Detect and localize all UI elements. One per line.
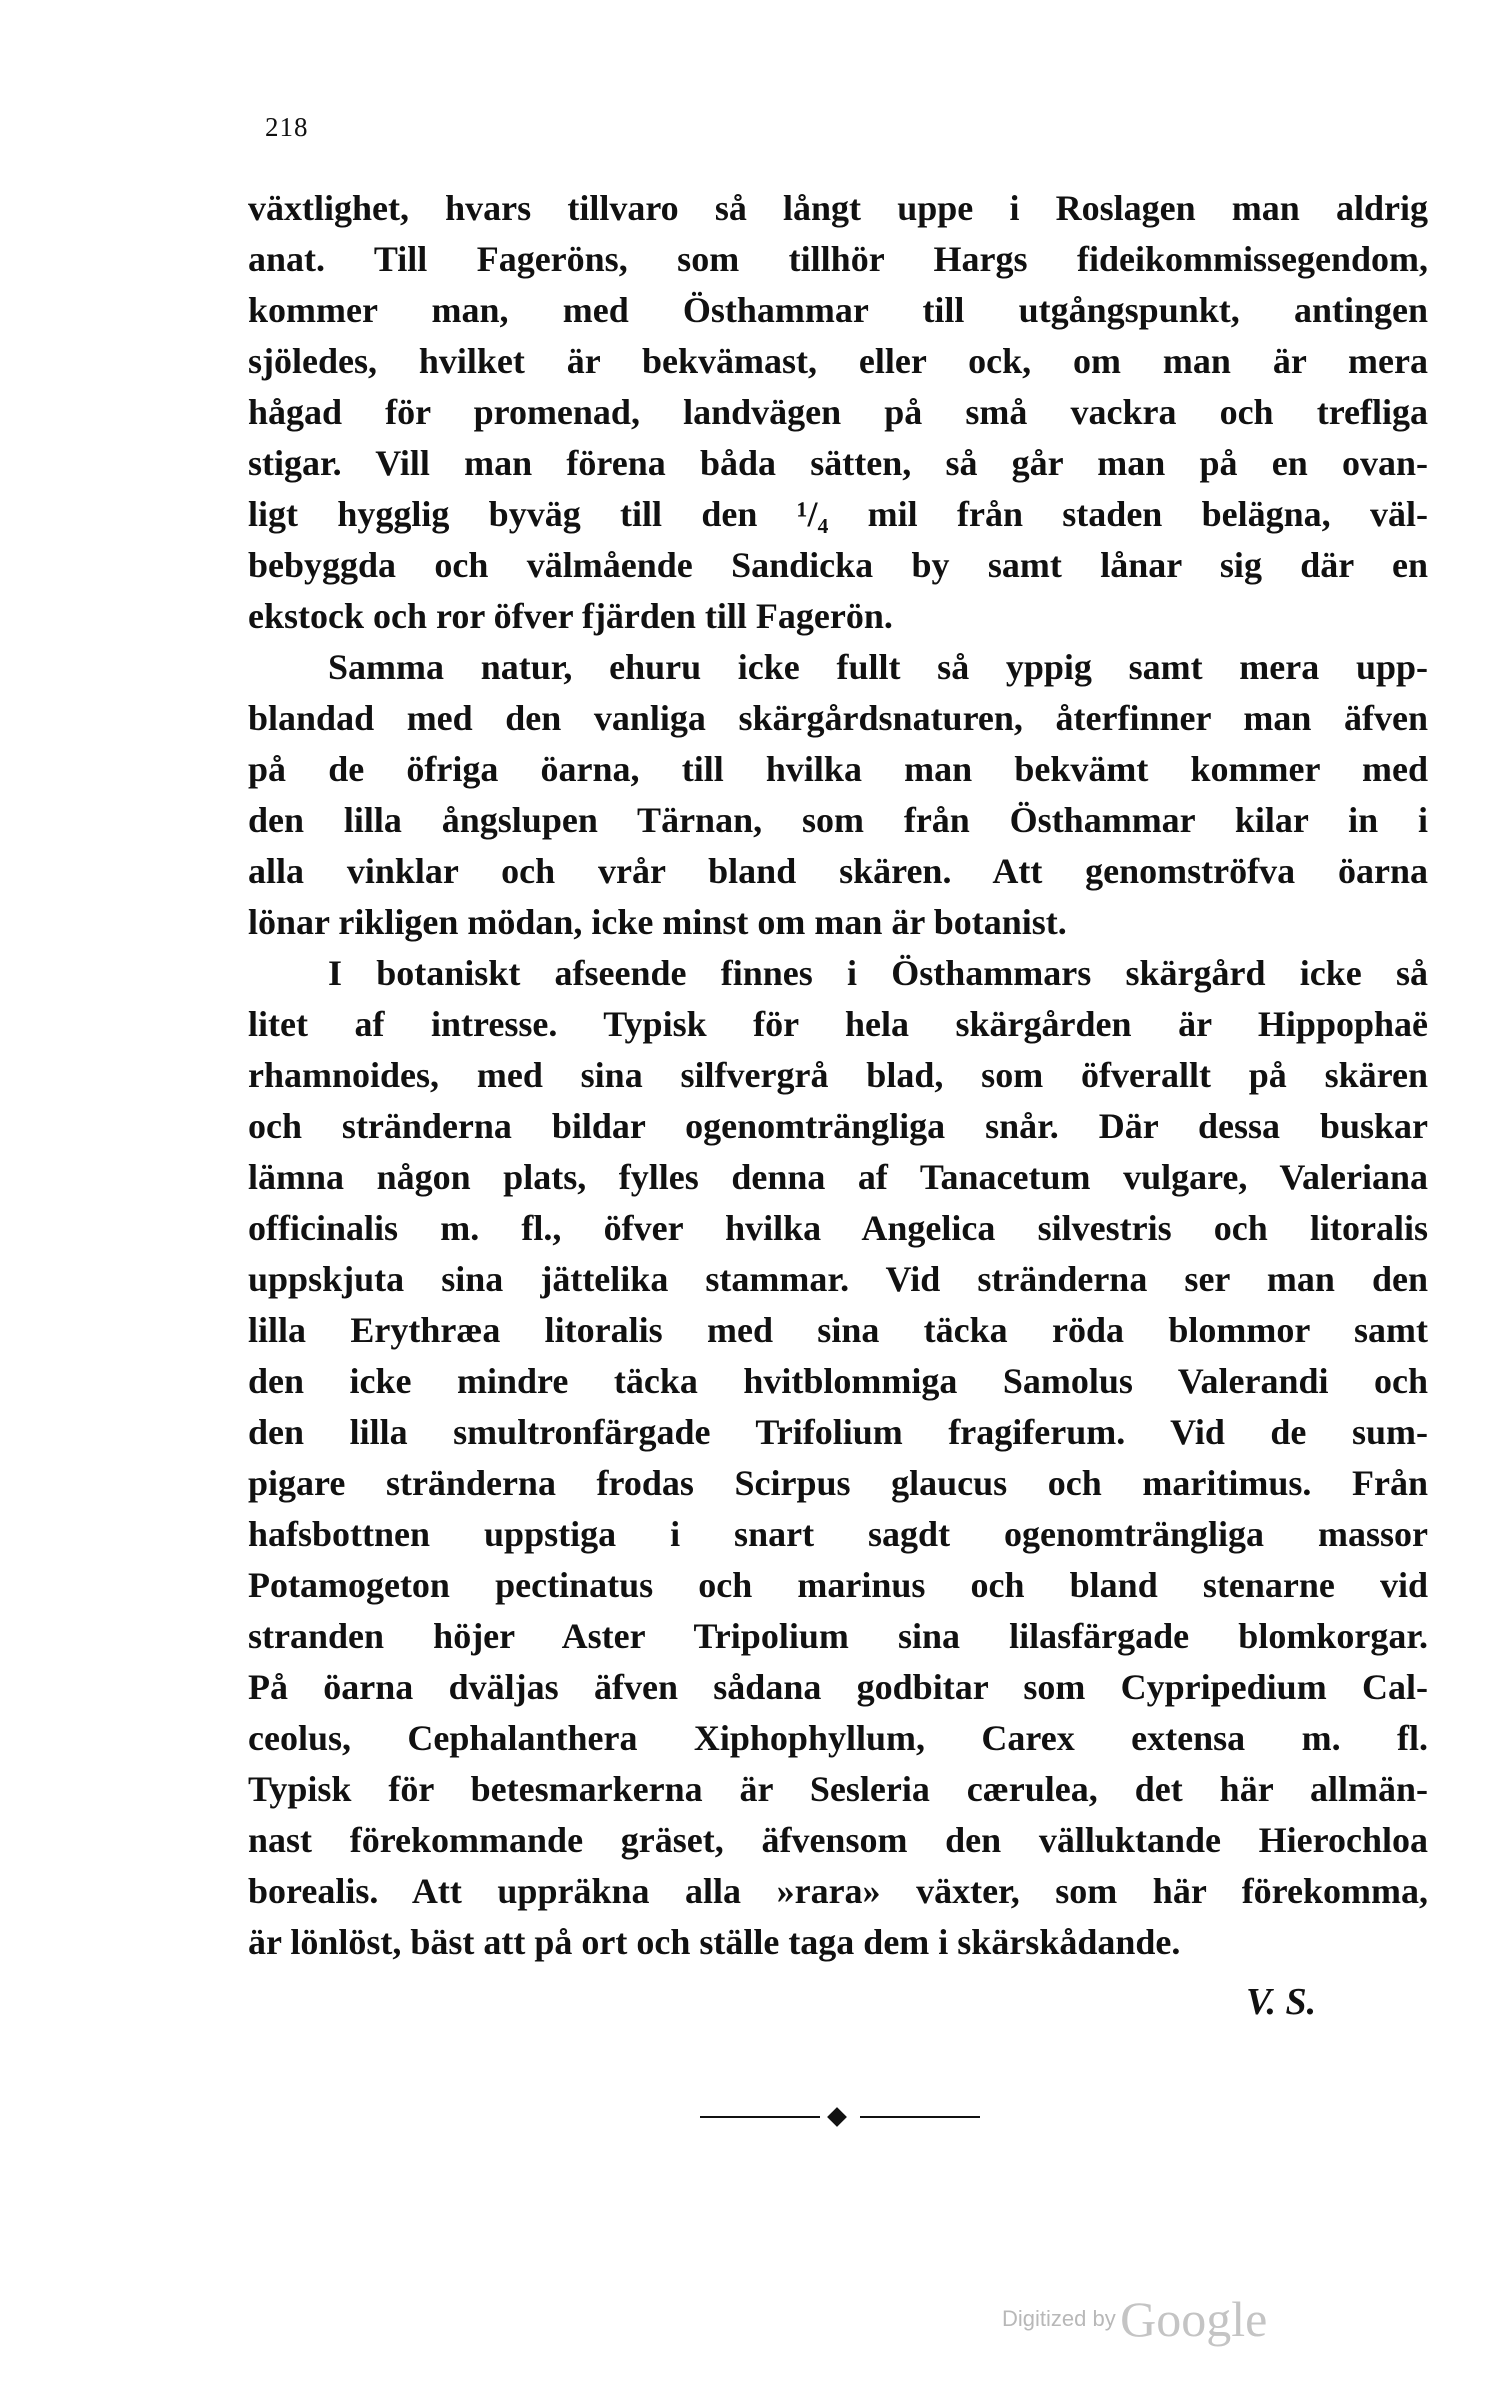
- text-line: På öarna dväljas äfven sådana godbitar som Cypripedium Cal-: [248, 1667, 1428, 1707]
- text-line: och stränderna bildar ogenomträngliga snår. Där dessa buskar: [248, 1106, 1428, 1146]
- page-number: 218: [265, 112, 309, 142]
- text-line: hågad för promenad, landvägen på små vackra och trefliga: [248, 392, 1428, 432]
- digitized-watermark: [1002, 2290, 1267, 2348]
- text-line: anat. Till Fageröns, som tillhör Hargs fideikommissegendom,: [248, 239, 1428, 279]
- text-line: Samma natur, ehuru icke fullt så yppig samt mera upp-: [328, 647, 1428, 687]
- watermark-prefix: Digitized by: [1002, 2306, 1116, 2331]
- text-line: blandad med den vanliga skärgårdsnaturen, återfinner man äfven: [248, 698, 1428, 738]
- text-line: rhamnoides, med sina silfvergrå blad, som öfverallt på skären: [248, 1055, 1428, 1095]
- text-line: lilla Erythræa litoralis med sina täcka röda blommor samt: [248, 1310, 1428, 1350]
- text-line: sjöledes, hvilket är bekvämast, eller ock, om man är mera: [248, 341, 1428, 381]
- divider-rule-left: [700, 2116, 820, 2118]
- text-line: växtlighet, hvars tillvaro så långt uppe i Roslagen man aldrig: [248, 188, 1428, 228]
- text-line: borealis. Att uppräkna alla »rara» växter, som här förekomma,: [248, 1871, 1428, 1911]
- divider-rule-right: [860, 2116, 980, 2118]
- body-text: [248, 183, 1428, 1968]
- text-line: bebyggda och välmående Sandicka by samt lånar sig där en: [248, 545, 1428, 585]
- text-line: Potamogeton pectinatus och marinus och bland stenarne vid: [248, 1565, 1428, 1605]
- text-line: stranden höjer Aster Tripolium sina lilasfärgade blomkorgar.: [248, 1616, 1428, 1656]
- signature: V. S.: [1246, 1981, 1317, 2023]
- text-line: lönar rikligen mödan, icke minst om man är botanist.: [248, 902, 1067, 942]
- text-line: kommer man, med Östhammar till utgångspunkt, antingen: [248, 290, 1428, 330]
- text-line: I botaniskt afseende finnes i Östhammars skärgård icke så: [328, 953, 1428, 993]
- text-line: är lönlöst, bäst att på ort och ställe taga dem i skärskådande.: [248, 1922, 1181, 1962]
- text-line: stigar. Vill man förena båda sätten, så går man på en ovan-: [248, 443, 1428, 483]
- text-line: litet af intresse. Typisk för hela skärgården är Hippophaë: [248, 1004, 1428, 1044]
- text-line: hafsbottnen uppstiga i snart sagdt ogenomträngliga massor: [248, 1514, 1428, 1554]
- text-line: den icke mindre täcka hvitblommiga Samolus Valerandi och: [248, 1361, 1428, 1401]
- ornamental-divider: [700, 2107, 980, 2127]
- google-logo: Google: [1120, 2291, 1268, 2347]
- text-line: på de öfriga öarna, till hvilka man bekvämt kommer med: [248, 749, 1428, 789]
- text-line: nast förekommande gräset, äfvensom den välluktande Hierochloa: [248, 1820, 1428, 1860]
- text-line: uppskjuta sina jättelika stammar. Vid stränderna ser man den: [248, 1259, 1428, 1299]
- text-line: den lilla smultronfärgade Trifolium fragiferum. Vid de sum-: [248, 1412, 1428, 1452]
- text-line: lämna någon plats, fylles denna af Tanacetum vulgare, Valeriana: [248, 1157, 1428, 1197]
- text-line: Typisk för betesmarkerna är Sesleria cærulea, det här allmän-: [248, 1769, 1428, 1809]
- text-line: officinalis m. fl., öfver hvilka Angelica silvestris och litoralis: [248, 1208, 1428, 1248]
- diamond-icon: [827, 2107, 847, 2127]
- text-line: alla vinklar och vrår bland skären. Att genomströfva öarna: [248, 851, 1428, 891]
- text-line: ligt hygglig byväg till den ¹/₄ mil från staden belägna, väl-: [248, 494, 1428, 534]
- text-line: pigare stränderna frodas Scirpus glaucus och maritimus. Från: [248, 1463, 1428, 1503]
- text-line: ekstock och ror öfver fjärden till Fagerön.: [248, 596, 893, 636]
- text-line: ceolus, Cephalanthera Xiphophyllum, Carex extensa m. fl.: [248, 1718, 1428, 1758]
- text-line: den lilla ångslupen Tärnan, som från Östhammar kilar in i: [248, 800, 1428, 840]
